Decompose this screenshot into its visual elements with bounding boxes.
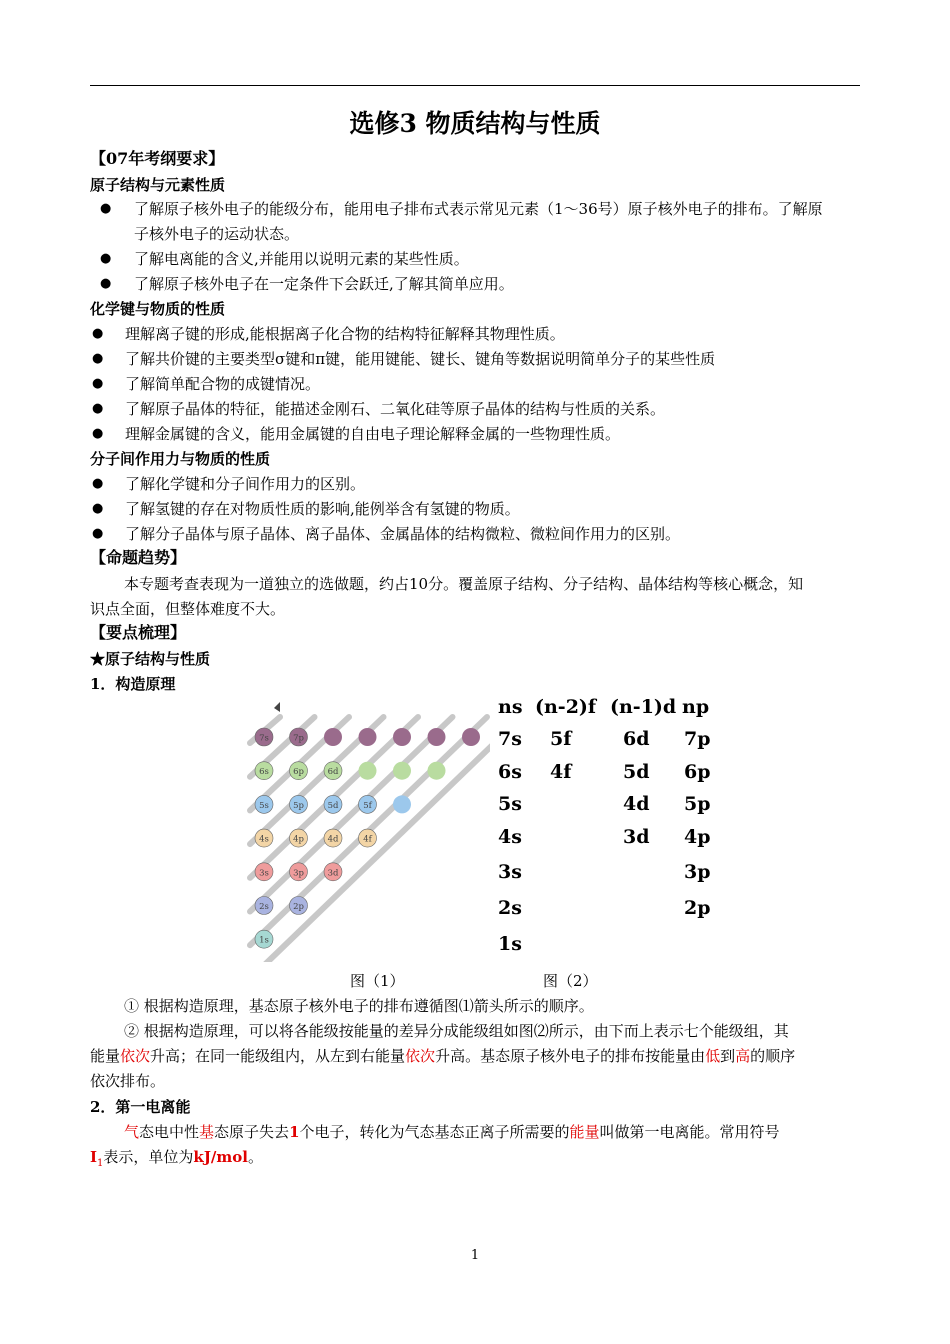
star-heading: ★原子结构与性质 bbox=[90, 650, 211, 668]
header-rule bbox=[90, 85, 860, 86]
trend-paragraph-line: 本专题考查表现为一道独立的选做题，约占10分。覆盖原子结构、分子结构、晶体结构等核心概念，知 bbox=[124, 575, 804, 593]
orbital-circle bbox=[359, 728, 377, 746]
orbital-label: 5p bbox=[293, 800, 304, 811]
orbital-label: 4d bbox=[327, 834, 339, 845]
orbital-label: 4s bbox=[259, 834, 269, 845]
orbital-label: 1s bbox=[259, 935, 269, 946]
list-item: 理解离子键的形成,能根据离子化合物的结构特征解释其物理性质。 bbox=[125, 325, 565, 343]
list-item: 子核外电子的运动状态。 bbox=[134, 225, 300, 243]
orbital-label: 7s bbox=[259, 733, 269, 744]
paragraph-1: ① 根据构造原理，基态原子核外电子的排布遵循图⑴箭头所示的顺序。 bbox=[124, 997, 594, 1015]
orbital-label: 3p bbox=[293, 868, 304, 879]
grid-cell: 4d bbox=[623, 793, 650, 815]
grid-cell: 6d bbox=[623, 728, 650, 750]
figure-caption-1: 图（1） bbox=[350, 972, 405, 990]
bullet-icon: ● bbox=[92, 401, 104, 416]
paragraph-3-line: 气态电中性基态原子失去1个电子，转化为气态基态正离子所需要的能量叫做第一电离能。常用符号 bbox=[124, 1123, 780, 1141]
paragraph-2-line: 能量依次升高；在同一能级组内，从左到右能量依次升高。基态原子核外电子的排布按能量由低到高的顺序 bbox=[90, 1047, 796, 1065]
key-points-heading: 【要点梳理】 bbox=[90, 623, 187, 642]
grid-cell: 5s bbox=[498, 793, 522, 815]
grid-cell: 2s bbox=[498, 897, 522, 919]
trend-paragraph-line: 识点全面，但整体难度不大。 bbox=[90, 600, 286, 618]
bullet-icon: ● bbox=[100, 276, 112, 291]
bullet-icon: ● bbox=[100, 201, 112, 216]
grid-header: (n-2)f bbox=[535, 696, 597, 718]
subheading-atomic-structure: 原子结构与元素性质 bbox=[90, 176, 226, 194]
list-item: 了解原子核外电子的能级分布，能用电子排布式表示常见元素（1～36号）原子核外电子的排布。了解原 bbox=[134, 200, 823, 218]
orbital-label: 4p bbox=[293, 834, 304, 845]
orbital-circle bbox=[393, 795, 411, 813]
item-first-ionization-energy: 2．第一电离能 bbox=[90, 1098, 191, 1116]
item-construction-principle: 1．构造原理 bbox=[90, 675, 176, 693]
list-item: 了解化学键和分子间作用力的区别。 bbox=[125, 475, 366, 493]
aufbau-diagram bbox=[240, 700, 490, 962]
grid-cell: 3s bbox=[498, 861, 522, 883]
orbital-label: 5s bbox=[259, 800, 269, 811]
page-title: 选修3 物质结构与性质 bbox=[349, 109, 601, 138]
requirements-heading: 【07年考纲要求】 bbox=[90, 149, 225, 168]
orbital-label: 2p bbox=[293, 902, 304, 912]
bullet-icon: ● bbox=[92, 326, 104, 341]
subheading-chemical-bonds: 化学键与物质的性质 bbox=[90, 300, 226, 318]
list-item: 了解原子核外电子在一定条件下会跃迁,了解其简单应用。 bbox=[134, 275, 514, 293]
orbital-circle bbox=[393, 728, 411, 746]
page-number: 1 bbox=[470, 1248, 480, 1263]
list-item: 了解原子晶体的特征，能描述金刚石、二氧化硅等原子晶体的结构与性质的关系。 bbox=[125, 400, 666, 418]
list-item: 了解电离能的含义,并能用以说明元素的某些性质。 bbox=[134, 250, 469, 268]
grid-header: (n-1)d bbox=[610, 696, 677, 718]
bullet-icon: ● bbox=[92, 501, 104, 516]
arrow-head-icon bbox=[274, 702, 280, 712]
bullet-icon: ● bbox=[92, 351, 104, 366]
bullet-icon: ● bbox=[92, 526, 104, 541]
grid-cell: 5d bbox=[623, 761, 650, 783]
list-item: 了解简单配合物的成键情况。 bbox=[125, 375, 321, 393]
list-item: 了解分子晶体与原子晶体、离子晶体、金属晶体的结构微粒、微粒间作用力的区别。 bbox=[125, 525, 681, 543]
energy-group-grid bbox=[480, 692, 740, 955]
trend-heading: 【命题趋势】 bbox=[90, 548, 187, 567]
grid-cell: 5f bbox=[550, 728, 572, 750]
grid-cell: 4f bbox=[550, 761, 572, 783]
orbital-circle bbox=[428, 762, 446, 780]
grid-cell: 5p bbox=[684, 793, 711, 815]
grid-cell: 3p bbox=[684, 861, 711, 883]
grid-cell: 4p bbox=[684, 826, 711, 848]
grid-cell: 3d bbox=[623, 826, 650, 848]
grid-cell: 7s bbox=[498, 728, 522, 750]
orbital-label: 5f bbox=[363, 800, 372, 811]
grid-header: np bbox=[682, 696, 710, 718]
bullet-icon: ● bbox=[92, 476, 104, 491]
list-item: 了解共价键的主要类型σ键和π键，能用键能、键长、键角等数据说明简单分子的某些性质 bbox=[125, 350, 716, 368]
orbital-label: 6p bbox=[293, 767, 304, 778]
bullet-icon: ● bbox=[100, 251, 112, 266]
paragraph-2-line: 依次排布。 bbox=[90, 1072, 166, 1090]
orbital-label: 7p bbox=[293, 733, 304, 744]
grid-cell: 4s bbox=[498, 826, 522, 848]
orbital-circle bbox=[428, 728, 446, 746]
orbital-label: 4f bbox=[363, 834, 372, 845]
orbital-circle bbox=[462, 728, 480, 746]
orbital-circle bbox=[324, 728, 342, 746]
grid-header: ns bbox=[498, 696, 523, 718]
figure-caption-2: 图（2） bbox=[543, 972, 598, 990]
list-item: 理解金属键的含义，能用金属键的自由电子理论解释金属的一些物理性质。 bbox=[125, 425, 621, 443]
orbital-label: 3d bbox=[327, 868, 339, 879]
orbital-label: 5d bbox=[327, 800, 339, 811]
paragraph-2-line: ② 根据构造原理，可以将各能级按能量的差异分成能级组如图⑵所示，由下而上表示七个能级组，其 bbox=[124, 1022, 789, 1040]
orbital-label: 2s bbox=[259, 902, 269, 912]
orbital-label: 6d bbox=[327, 767, 339, 778]
paragraph-3-line: $I_1$表示，单位为kJ/mol。 bbox=[90, 1148, 263, 1169]
orbital-label: 3s bbox=[259, 868, 269, 879]
grid-cell: 7p bbox=[684, 728, 711, 750]
subheading-intermolecular: 分子间作用力与物质的性质 bbox=[90, 450, 271, 468]
grid-cell: 6s bbox=[498, 761, 522, 783]
grid-cell: 1s bbox=[498, 933, 522, 955]
grid-cell: 6p bbox=[684, 761, 711, 783]
bullet-icon: ● bbox=[92, 426, 104, 441]
orbital-label: 6s bbox=[259, 767, 269, 778]
bullet-icon: ● bbox=[92, 376, 104, 391]
list-item: 了解氢键的存在对物质性质的影响,能例举含有氢键的物质。 bbox=[125, 500, 520, 518]
orbital-circle bbox=[393, 762, 411, 780]
grid-cell: 2p bbox=[684, 897, 711, 919]
orbital-circle bbox=[359, 762, 377, 780]
